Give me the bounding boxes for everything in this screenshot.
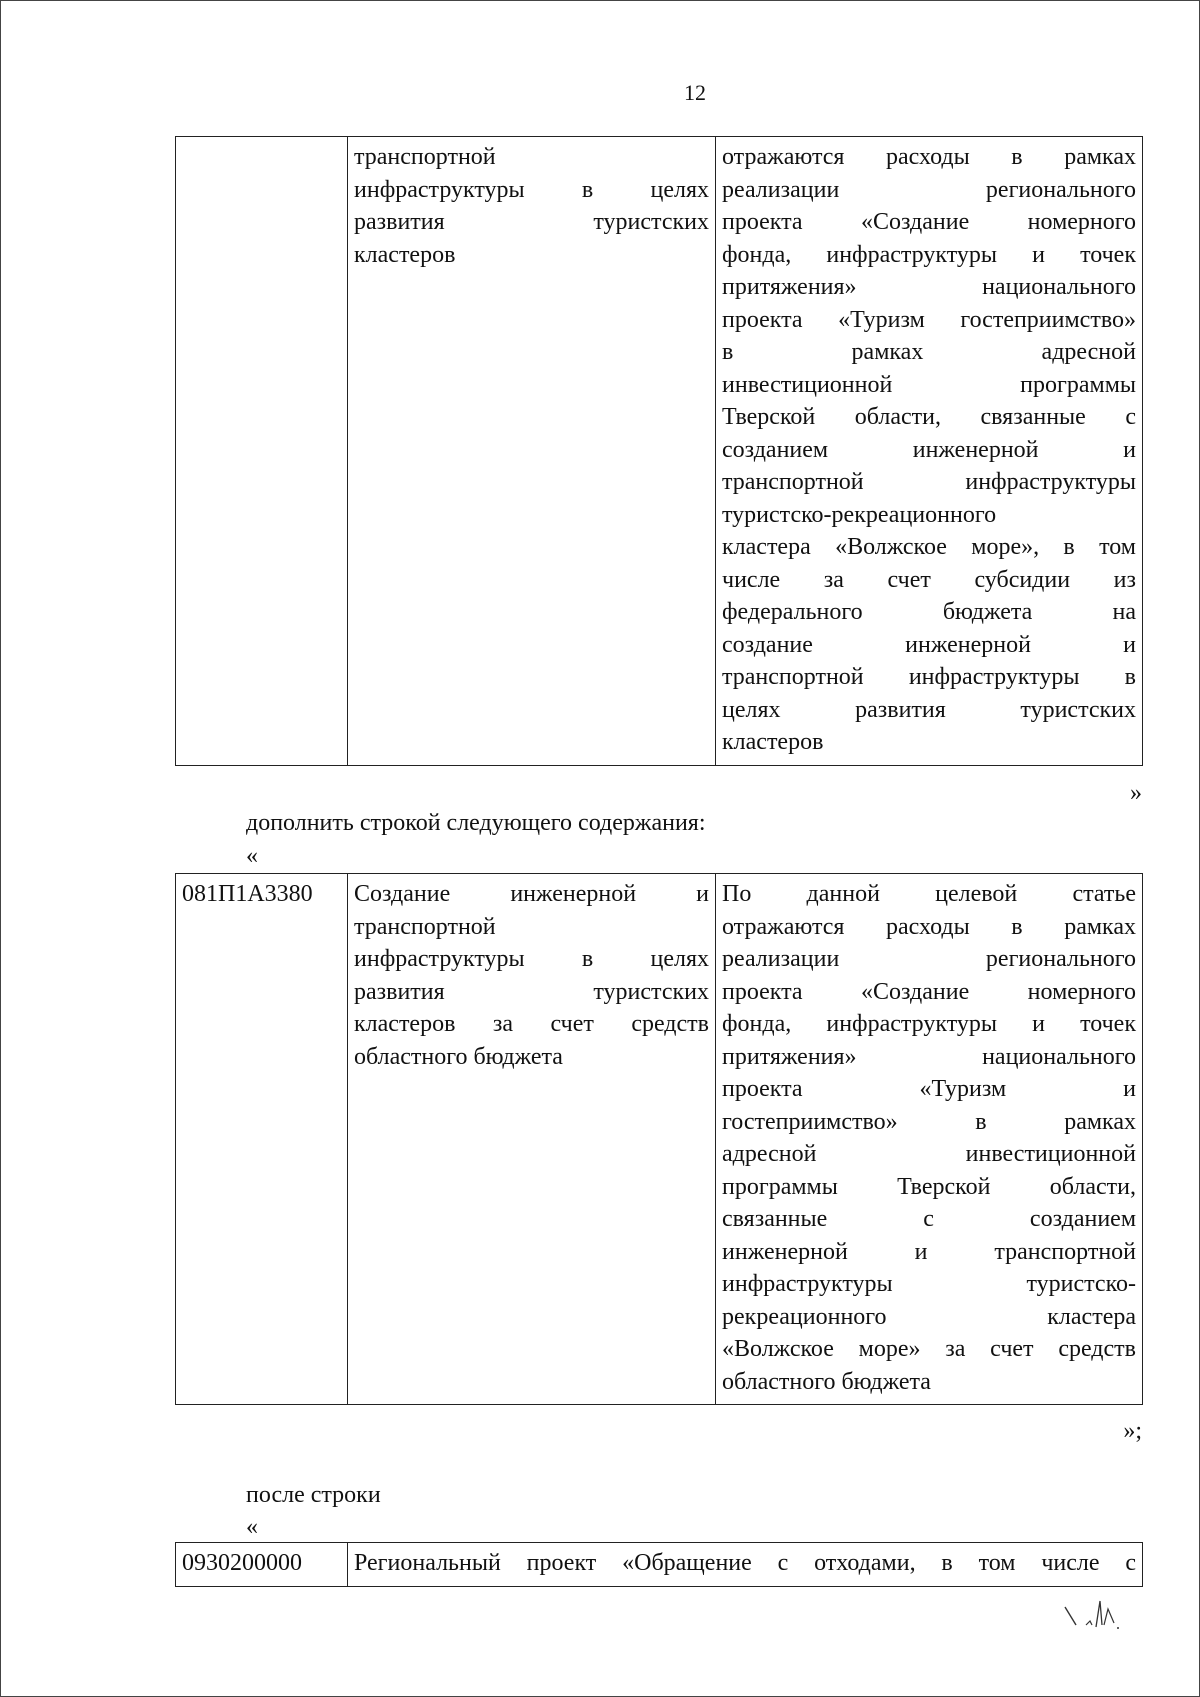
desc-line: инвестиционной программы — [722, 371, 1136, 398]
table-continued — [175, 136, 1143, 766]
instruction-text: после строки — [246, 1482, 381, 1508]
desc-line: в рамках адресной — [722, 339, 1136, 365]
code-cell — [176, 137, 348, 766]
desc-line: инженерной и транспортной — [722, 1238, 1136, 1265]
desc-line: инфраструктуры туристско- — [722, 1271, 1136, 1297]
table-new-row — [175, 873, 1143, 1405]
desc-line: программы Тверской области, — [722, 1173, 1136, 1200]
desc-line: отражаются расходы в рамках — [722, 144, 1136, 170]
desc-line: кластера «Волжское море», в том — [722, 534, 1136, 560]
name-line: развития туристских — [354, 209, 709, 235]
desc-line: Тверской области, связанные с — [722, 404, 1136, 430]
code-text: 081П1А3380 — [182, 881, 313, 907]
desc-line: гостеприимство» в рамках — [722, 1108, 1136, 1135]
code-cell — [176, 1543, 348, 1587]
desc-line: По данной целевой статье — [722, 881, 1136, 907]
table-row — [176, 1543, 1143, 1587]
name-line: кластеров — [354, 241, 456, 268]
name-line: Региональный проект «Обращение с отходами, в том числе с — [354, 1550, 1136, 1576]
desc-line: реализации регионального — [722, 946, 1136, 972]
desc-line: транспортной инфраструктуры в — [722, 664, 1136, 690]
name-line: областного бюджета — [354, 1043, 563, 1070]
opening-quote: « — [246, 843, 258, 869]
desc-line: целях развития туристских — [722, 696, 1136, 723]
opening-quote: « — [246, 1514, 258, 1540]
name-cell — [348, 137, 716, 766]
table-row — [176, 137, 1143, 766]
desc-line: фонда, инфраструктуры и точек — [722, 241, 1136, 268]
name-cell — [348, 874, 716, 1405]
name-line: развития туристских — [354, 978, 709, 1005]
desc-line: федерального бюджета на — [722, 599, 1136, 625]
table-reference-row — [175, 1542, 1143, 1587]
desc-line: созданием инженерной и — [722, 436, 1136, 463]
desc-line: реализации регионального — [722, 176, 1136, 203]
code-cell — [176, 874, 348, 1405]
name-line: инфраструктуры в целях — [354, 176, 709, 203]
desc-line: фонда, инфраструктуры и точек — [722, 1011, 1136, 1037]
description-cell — [716, 874, 1143, 1405]
desc-line: областного бюджета — [722, 1368, 931, 1395]
name-line: Создание инженерной и — [354, 881, 709, 907]
closing-quote: »; — [1123, 1418, 1142, 1444]
closing-quote: » — [1130, 780, 1142, 806]
desc-line: проекта «Создание номерного — [722, 978, 1136, 1005]
desc-line: притяжения» национального — [722, 274, 1136, 300]
page-number-text: 12 — [684, 80, 706, 105]
name-line: кластеров за счет средств — [354, 1011, 709, 1037]
name-cell — [348, 1543, 1143, 1587]
table-row — [176, 874, 1143, 1405]
desc-line: кластеров — [722, 729, 824, 755]
code-text: 0930200000 — [182, 1550, 302, 1576]
desc-line: связанные с созданием — [722, 1206, 1136, 1232]
desc-line: отражаются расходы в рамках — [722, 913, 1136, 940]
desc-line: проекта «Туризм и — [722, 1076, 1136, 1102]
signature-mark — [1060, 1595, 1130, 1640]
desc-line: притяжения» национального — [722, 1043, 1136, 1070]
desc-line: проекта «Создание номерного — [722, 209, 1136, 235]
name-line: транспортной — [354, 144, 496, 170]
desc-line: рекреационного кластера — [722, 1303, 1136, 1330]
name-line: инфраструктуры в целях — [354, 946, 709, 972]
desc-line: числе за счет субсидии из — [722, 566, 1136, 593]
desc-line: транспортной инфраструктуры — [722, 469, 1136, 495]
description-cell — [716, 137, 1143, 766]
desc-line: проекта «Туризм гостеприимство» — [722, 306, 1136, 333]
page-number — [0, 80, 1200, 106]
desc-line: адресной инвестиционной — [722, 1141, 1136, 1167]
desc-line: создание инженерной и — [722, 631, 1136, 658]
desc-line: туристско-рекреационного — [722, 501, 997, 528]
desc-line: «Волжское море» за счет средств — [722, 1336, 1136, 1362]
instruction-text: дополнить строкой следующего содержания: — [246, 810, 706, 836]
name-line: транспортной — [354, 913, 496, 940]
